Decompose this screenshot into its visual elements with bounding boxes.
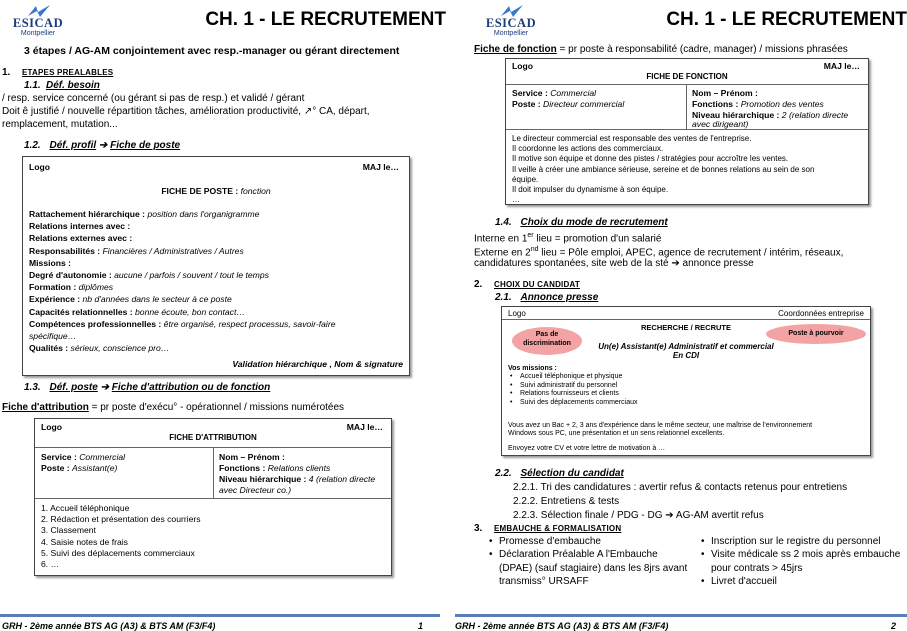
fonction-line: équipe. [512, 174, 539, 184]
mission-item: Accueil téléphonique et physique [520, 373, 623, 380]
row-label: Formation : [29, 282, 79, 293]
embauche-item: Inscription sur le registre du personnel [711, 536, 881, 547]
section-1-4-number: 1.4. [495, 217, 512, 228]
page-2 [455, 0, 907, 631]
fiche-de-poste-box [22, 156, 410, 376]
logo-city: Montpellier [493, 30, 529, 37]
field-value: 2 (relation directe [781, 110, 849, 120]
field-label: Fonctions : [219, 463, 268, 473]
page-1 [0, 0, 452, 631]
section-1-3-number: 1.3. [24, 382, 41, 393]
fiche-poste-row [29, 282, 113, 293]
nom-prenom-field: Nom – Prénom : [219, 452, 285, 462]
fiche-poste-row [29, 258, 71, 269]
section-2-2-number: 2.2. [495, 468, 512, 479]
service-field [512, 88, 596, 99]
nom-prenom-field: Nom – Prénom : [692, 88, 758, 98]
field-value: Relations clients [267, 463, 331, 473]
fiche-title-italic: fonction [240, 186, 271, 196]
row-label: Rattachement hiérarchique : [29, 209, 148, 219]
bullet-icon: • [701, 536, 705, 547]
footer-rule [0, 614, 440, 617]
row-label: Capacités relationnelles : [29, 306, 136, 317]
field-label: Service : [512, 88, 551, 98]
field-label: Fonctions : [692, 99, 741, 109]
divider [686, 84, 687, 129]
fiche-de-poste-title [23, 186, 409, 197]
embauche-item: Visite médicale ss 2 mois après embauche [711, 549, 901, 561]
paragraph-line: remplacement, mutation... [2, 119, 118, 130]
section-2-2-title: Sélection du candidat [520, 468, 624, 479]
row-value: position dans l'organigramme [147, 209, 260, 219]
fiche-attribution-line [2, 401, 344, 414]
row-value: aucune / parfois / souvent / tout le temps [114, 270, 269, 280]
fiche-attribution-title: FICHE D'ATTRIBUTION [169, 433, 257, 442]
row-label: Missions : [29, 257, 72, 268]
niveau-field-cont: avec Directeur co.) [219, 485, 292, 495]
logo-city: Montpellier [20, 30, 56, 37]
field-value: 4 (relation directe [308, 474, 376, 484]
selection-step [513, 509, 764, 522]
logo-name: ESICAD [485, 16, 537, 30]
annonce-contract: En CDI [672, 351, 700, 360]
fonction-line: Le directeur commercial est responsable des ventes de l'entreprise. [512, 134, 752, 143]
fiche-poste-row [29, 331, 76, 342]
attribution-item: 4. Saisie notes de frais [41, 536, 128, 547]
fiche-poste-row [29, 209, 259, 220]
row-value: être organisé, respect processus, savoir-faire [163, 318, 336, 329]
selection-step-text: AG-AM avertit refus [673, 510, 764, 521]
arrow-right-icon: ➔ [665, 510, 674, 521]
annonce-profile: Windows sous PC, une présentation et un sens relationnel excellents. [508, 430, 725, 437]
section-1-title: ETAPES PREALABLES [22, 68, 114, 77]
mission-item: Suivi administratif du personnel [520, 381, 618, 389]
interne-text: Interne en 1 [474, 233, 528, 245]
esicad-logo [479, 4, 543, 38]
fonction-line: Il motive son équipe et donne des pistes / stratégies pour accroître les ventes. [512, 154, 789, 164]
section-1-3-heading [24, 381, 270, 394]
attribution-item: 5. Suivi des déplacements commerciaux [41, 547, 195, 558]
annonce-send: Envoyez votre CV et votre lettre de motivation à … [508, 445, 666, 452]
embauche-item: Livret d'accueil [711, 576, 777, 588]
section-1-number: 1. [2, 67, 11, 78]
section-1-2-title: Déf. profil [49, 140, 97, 151]
bullet-icon: • [701, 549, 705, 561]
superscript: nd [530, 246, 539, 253]
annonce-logo-label: Logo [508, 309, 526, 318]
row-value: spécifique… [29, 331, 77, 341]
field-value: Directeur commercial [543, 99, 625, 109]
section-2-number: 2. [474, 279, 483, 290]
footer-text: GRH - 2ème année BTS AG (A3) & BTS AM (F3/F4) [455, 621, 669, 631]
box-logo-label: Logo [512, 61, 533, 71]
box-logo-label: Logo [29, 162, 50, 172]
row-label: Responsabilités : [29, 245, 103, 256]
section-1-2-subtitle: Fiche de poste [110, 140, 181, 151]
paragraph-line: Doit ê justifié / nouvelle répartition tâches, amélioration productivité, ↗° CA, départ, [2, 106, 370, 117]
service-field [41, 452, 125, 463]
niveau-field [219, 474, 375, 485]
row-label: Degré d'autonomie : [29, 270, 115, 280]
section-1-2-number: 1.2. [24, 140, 41, 151]
fonction-line: Il coordonne les actions des commerciaux. [512, 144, 664, 154]
intro-line: 3 étapes / AG-AM conjointement avec resp.-manager ou gérant directement [24, 45, 400, 57]
mission-item: Suivi des déplacements commerciaux [520, 398, 638, 406]
fiche-fonction-line [474, 43, 848, 56]
row-label: Relations externes avec : [29, 233, 133, 244]
externe-text: lieu = Pôle emploi, APEC, agence de recrutement / intérim, réseaux, [538, 247, 844, 259]
field-label: Niveau hiérarchique : [692, 110, 782, 120]
annonce-presse-box [501, 306, 871, 456]
field-value: Commercial [79, 452, 126, 462]
row-value: nb d'années dans le secteur à ce poste [82, 294, 232, 305]
row-value: diplômes [78, 282, 114, 293]
box-maj-label: MAJ le… [346, 422, 383, 432]
embauche-item: pour contrats > 45jrs [711, 562, 803, 574]
page-number: 2 [891, 621, 897, 631]
row-value: Financières / Administratives / Autres [102, 245, 244, 256]
row-label: Relations internes avec : [29, 221, 131, 232]
externe-text: candidatures spontanées, site web de la sté [474, 258, 672, 269]
externe-text: Externe en 2 [474, 247, 531, 259]
section-2-1-heading [495, 291, 598, 304]
fiche-poste-row [29, 221, 130, 232]
fiche-poste-row [29, 319, 335, 330]
annonce-profile: Vous avez un Bac + 2, 3 ans d'expérience dans le même secteur, une maîtrise de l'environnement [508, 422, 813, 429]
divider [506, 129, 868, 130]
bullet-icon: • [489, 549, 493, 561]
selection-step: 2.2.1. Tri des candidatures : avertir refus & contacts retenus pour entretiens [513, 482, 848, 493]
selection-step: 2.2.2. Entretiens & tests [513, 496, 620, 507]
section-1-4-title: Choix du mode de recrutement [520, 217, 668, 228]
fiche-poste-row [29, 294, 232, 305]
fonction-line: Il doit impulser du dynamisme à son équipe. [512, 185, 669, 194]
row-label: Expérience : [29, 294, 83, 305]
row-label: Qualités : [29, 343, 71, 354]
page-number: 1 [418, 621, 424, 631]
field-label: Poste : [512, 99, 544, 109]
fiche-title-bold: FICHE DE POSTE : [161, 186, 241, 196]
fiche-fonction-definition: = pr poste à responsabilité (cadre, manager) / missions phrasées [556, 44, 848, 55]
page-title: CH. 1 - LE RECRUTEMENT [666, 9, 907, 30]
logo-name: ESICAD [12, 16, 64, 30]
poste-field [512, 99, 624, 110]
box-logo-label: Logo [41, 422, 62, 432]
field-value: Promotion des ventes [740, 99, 824, 109]
superscript: er [527, 232, 534, 239]
bullet-icon: • [489, 536, 493, 547]
bullet-icon: • [701, 576, 705, 588]
section-1-4-heading [495, 216, 668, 229]
missions-title: Vos missions : [508, 365, 557, 372]
section-1-1-title: Déf. besoin [46, 80, 100, 91]
section-2-1-number: 2.1. [495, 292, 512, 303]
embauche-item: Promesse d'embauche [499, 536, 601, 547]
embauche-item: Déclaration Préalable A l'Embauche [499, 549, 658, 561]
arrow-right-icon: ➔ [100, 382, 109, 393]
field-value: Commercial [550, 88, 597, 98]
row-label: Compétences professionnelles : [29, 318, 164, 329]
bullet-icon: • [510, 373, 513, 380]
externe-line-2 [474, 257, 754, 270]
fiche-attribution-definition: = pr poste d'exécu° - opérationnel / missions numérotées [88, 402, 345, 413]
embauche-item: transmiss° URSAFF [499, 576, 589, 588]
interne-text: lieu = promotion d'un salarié [533, 233, 662, 245]
footer-text: GRH - 2ème année BTS AG (A3) & BTS AM (F3/F4) [2, 621, 216, 631]
fiche-poste-row [29, 270, 269, 281]
poste-field [41, 463, 117, 474]
row-value: bonne écoute, bon contact… [135, 306, 245, 317]
fonction-line: Il veille à créer une ambiance sérieuse, sereine et de bonnes relations au sein de son [512, 164, 815, 174]
field-label: Niveau hiérarchique : [219, 474, 309, 484]
attribution-item: 6. … [41, 559, 60, 569]
row-value: sérieux, conscience pro… [70, 343, 170, 354]
esicad-logo [6, 4, 70, 38]
niveau-field-cont: avec dirigeant) [692, 119, 749, 129]
fiche-de-fonction-box [505, 58, 869, 205]
fiche-attribution-term: Fiche d'attribution [2, 402, 89, 413]
annonce-coordinates: Coordonnées entreprise [778, 309, 864, 318]
annonce-job-title: Un(e) Assistant(e) Administratif et commercial [598, 342, 774, 351]
selection-step-text: 2.2.3. Sélection finale / PDG - DG [513, 510, 666, 521]
section-2-2-heading [495, 467, 624, 480]
fiche-poste-row [29, 307, 245, 318]
validation-line: Validation hiérarchique , Nom & signature [232, 359, 403, 369]
paragraph-line: / resp. service concerné (ou gérant si pas de resp.) et validé / gérant [2, 93, 305, 104]
divider [502, 319, 870, 320]
attribution-item: 2. Rédaction et présentation des courriers [41, 514, 201, 525]
fiche-poste-row [29, 343, 169, 354]
divider [506, 84, 868, 85]
field-label: Service : [41, 452, 80, 462]
fiche-poste-row [29, 246, 244, 257]
fiche-attribution-box [34, 418, 392, 576]
section-1-1-number: 1.1. [24, 80, 41, 91]
divider [213, 447, 214, 498]
fonction-line: … [512, 195, 520, 205]
attribution-item: 3. Classement [41, 525, 96, 536]
box-maj-label: MAJ le… [823, 61, 860, 71]
box-maj-label: MAJ le… [362, 162, 399, 172]
divider [35, 498, 391, 499]
section-3-title: EMBAUCHE & FORMALISATION [494, 524, 622, 533]
embauche-item: (DPAE) (sauf stagiaire) dans les 8jrs avant [499, 562, 688, 574]
bullet-icon: • [510, 390, 513, 397]
fonctions-field [219, 463, 330, 474]
pas-de-discrimination-bubble: Pas de discrimination [512, 327, 582, 355]
fiche-de-fonction-title: FICHE DE FONCTION [646, 72, 728, 81]
section-3-number: 3. [474, 523, 483, 534]
page-title: CH. 1 - LE RECRUTEMENT [205, 9, 446, 30]
attribution-item: 1. Accueil téléphonique [41, 503, 130, 513]
section-1-2-heading [24, 139, 180, 152]
fonctions-field [692, 99, 824, 110]
fiche-poste-row [29, 233, 132, 244]
section-2-1-title: Annonce presse [520, 292, 599, 303]
externe-text: annonce presse [679, 258, 754, 269]
mission-item: Relations fournisseurs et clients [520, 390, 619, 397]
footer-rule [455, 614, 907, 617]
fiche-fonction-term: Fiche de fonction [474, 44, 557, 55]
annonce-title: RECHERCHE / RECRUTE [640, 323, 731, 332]
bullet-icon: • [510, 381, 513, 389]
bullet-icon: • [510, 398, 513, 406]
section-1-3-subtitle: Fiche d'attribution ou de fonction [111, 382, 271, 393]
arrow-right-icon: ➔ [98, 140, 108, 151]
section-2-title: CHOIX DU CANDIDAT [494, 280, 580, 289]
arrow-right-icon: ➔ [671, 258, 680, 269]
section-1-3-title: Déf. poste [49, 382, 98, 393]
field-value: Assistant(e) [72, 463, 118, 473]
field-label: Poste : [41, 463, 73, 473]
poste-a-pourvoir-bubble: Poste à pourvoir [766, 324, 866, 344]
